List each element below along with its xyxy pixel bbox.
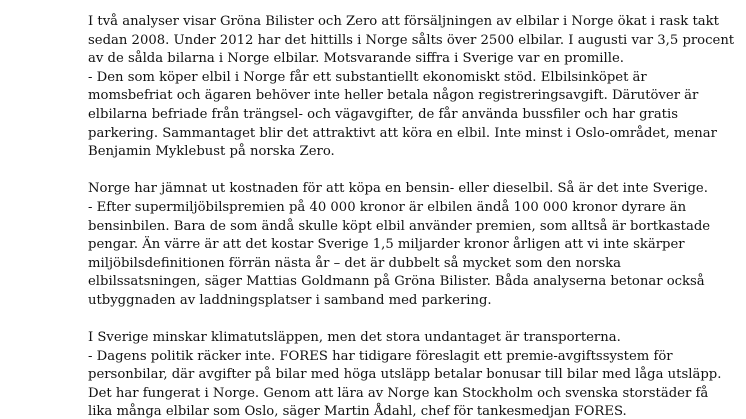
article-body	[88, 13, 735, 419]
text-line: parkering. Sammantaget blir det attraktivt att köra en elbil. Inte minst i Oslo-området, menar	[88, 125, 717, 141]
text-line: Benjamin Myklebust på norska Zero.	[88, 144, 335, 160]
text-line: elbilarna befriade från trängsel- och vägavgifter, de får använda bussfiler och har gratis	[88, 106, 678, 122]
text-line: av de sålda bilarna i Norge elbilar. Motsvarande siffra i Sverige var en promille.	[88, 51, 624, 67]
text-line: bensinbilen. Bara de som ändå skulle köpt elbil använder premien, som alltså är bortkastade	[88, 218, 711, 234]
text-line: pengar. Än värre är att det kostar Sverige 1,5 miljarder kronor årligen att vi inte skärper	[88, 237, 685, 253]
text-line: - Efter supermiljöbilspremien på 40 000 kronor är elbilen ändå 100 000 kronor dyrare än	[88, 199, 687, 215]
paragraph-sweden-costs	[88, 180, 728, 310]
text-line: - Den som köper elbil i Norge får ett substantiellt ekonomiskt stöd. Elbilsinköpet är	[88, 69, 647, 85]
text-line: lika många elbilar som Oslo, säger Martin Ådahl, chef för tankesmedjan FORES.	[88, 404, 627, 419]
text-line: momsbefriat och ägaren behöver inte heller betala någon registreringsavgift. Därutöver är	[88, 88, 699, 104]
text-line: I Sverige minskar klimatutsläppen, men det stora undantaget är transporterna.	[88, 330, 621, 346]
text-line: - Dagens politik räcker inte. FORES har tidigare föreslagit ett premie-avgiftssystem för	[88, 348, 673, 364]
text-line: utbyggnaden av laddningsplatser i samband med parkering.	[88, 292, 492, 308]
text-line: Norge har jämnat ut kostnaden för att köpa en bensin- eller dieselbil. Så är det inte Sverige.	[88, 181, 708, 197]
text-line: personbilar, där avgifter på bilar med höga utsläpp betalar bonusar till bilar med låga utsläpp.	[88, 367, 722, 383]
paragraph-norway-sales	[88, 13, 735, 162]
text-line: I två analyser visar Gröna Bilister och Zero att försäljningen av elbilar i Norge ökat i rask takt	[88, 14, 719, 29]
text-line: miljöbilsdefinitionen förrän nästa år – det är dubbelt så mycket som den norska	[88, 255, 621, 271]
text-line: Det har fungerat i Norge. Genom att lära av Norge kan Stockholm och svenska storstäder få	[88, 385, 709, 401]
text-line: elbilssatsningen, säger Mattias Goldmann på Gröna Bilister. Båda analyserna betonar också	[88, 274, 705, 290]
text-line: sedan 2008. Under 2012 har det hittills i Norge sålts över 2500 elbilar. I augusti var 3,5 procent	[88, 32, 735, 48]
paragraph-climate-policy	[88, 329, 728, 419]
